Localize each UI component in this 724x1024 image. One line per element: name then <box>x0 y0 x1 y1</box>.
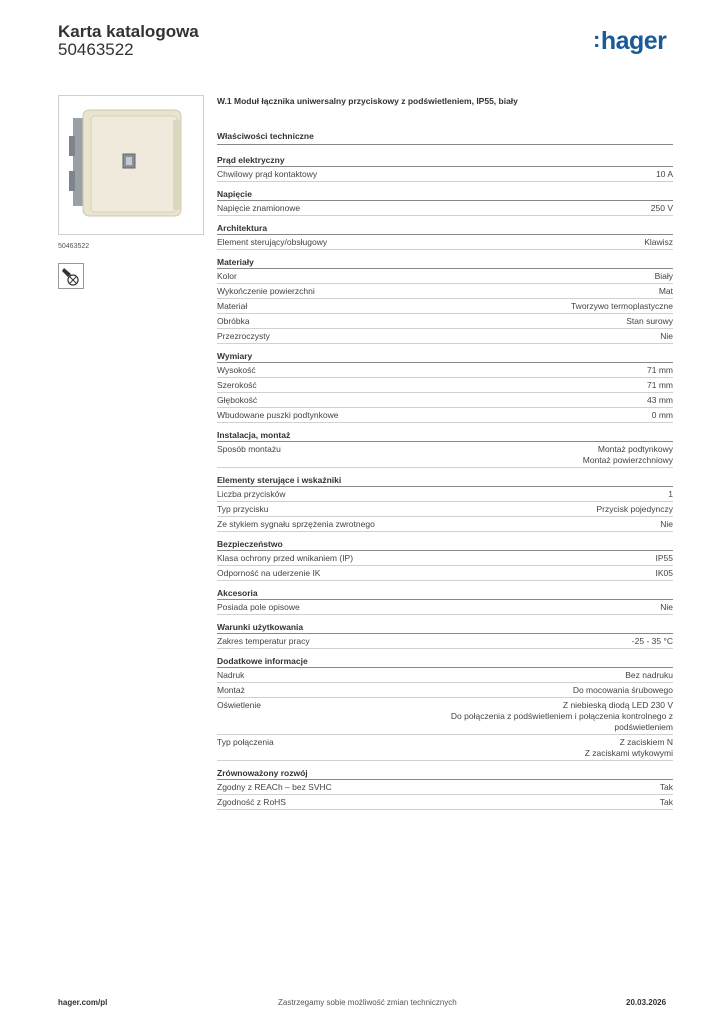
spec-value <box>245 685 673 696</box>
section-title: Zrównoważony rozwój <box>217 768 673 780</box>
section-title: Dodatkowe informacje <box>217 656 673 668</box>
spec-row <box>217 795 673 810</box>
spec-value <box>257 395 673 406</box>
tech-properties-heading: Właściwości techniczne <box>217 131 314 141</box>
spec-row <box>217 363 673 378</box>
spec-value <box>310 636 673 647</box>
spec-row <box>217 167 673 182</box>
spec-label: Napięcie znamionowe <box>217 203 301 213</box>
spec-value <box>274 737 673 759</box>
spec-value <box>300 203 673 214</box>
spec-value <box>269 504 674 515</box>
spec-row <box>217 683 673 698</box>
spec-value-line: Z zaciskiem N <box>619 737 673 747</box>
spec-value <box>375 519 673 530</box>
spec-label: Kolor <box>217 271 237 281</box>
spec-value-line: podświetleniem <box>614 722 673 732</box>
spec-value <box>270 331 673 342</box>
spec-value-line: Montaż powierzchniowy <box>582 455 673 465</box>
spec-row <box>217 408 673 423</box>
section-title: Architektura <box>217 223 673 235</box>
spec-value-line: Klawisz <box>644 237 673 247</box>
spec-value-line: 1 <box>668 489 673 499</box>
spec-value-line: 43 mm <box>647 395 673 405</box>
spec-value-line: Z niebieską diodą LED 230 V <box>562 700 673 710</box>
spec-value-line: IK05 <box>655 568 673 578</box>
spec-value-line: 71 mm <box>647 365 673 375</box>
spec-row <box>217 698 673 735</box>
section-title: Bezpieczeństwo <box>217 539 673 551</box>
spec-value-line: 10 A <box>655 169 673 179</box>
spec-value-line: Do połączenia z podświetleniem i połączenia kontrolnego z <box>450 711 673 721</box>
section-title: Wymiary <box>217 351 673 363</box>
spec-row <box>217 329 673 344</box>
spec-row <box>217 201 673 216</box>
spec-label: Liczba przycisków <box>217 489 286 499</box>
section-title: Prąd elektryczny <box>217 155 673 167</box>
spec-label: Nadruk <box>217 670 245 680</box>
document-title: Karta katalogowa <box>58 22 199 41</box>
spec-section <box>217 622 673 649</box>
spec-label: Wykończenie powierzchni <box>217 286 315 296</box>
spec-label: Element sterujący/obsługowy <box>217 237 328 247</box>
spec-value-line: Tworzywo termoplastyczne <box>570 301 673 311</box>
spec-value <box>237 271 673 282</box>
spec-value-line: Stan surowy <box>626 316 673 326</box>
spec-value <box>320 568 673 579</box>
spec-value <box>250 316 673 327</box>
spec-section <box>217 189 673 216</box>
spec-label: Typ przycisku <box>217 504 269 514</box>
section-title: Instalacja, montaż <box>217 430 673 442</box>
spec-value-line: 250 V <box>650 203 673 213</box>
spec-value <box>300 602 673 613</box>
spec-row <box>217 566 673 581</box>
spec-section <box>217 588 673 615</box>
divider <box>217 144 673 145</box>
spec-value-line: Z zaciskami wtykowymi <box>584 748 673 758</box>
spec-section <box>217 351 673 423</box>
spec-value <box>257 380 673 391</box>
product-code: 50463522 <box>58 40 134 59</box>
spec-section <box>217 768 673 810</box>
spec-section <box>217 257 673 344</box>
footer-date: 20.03.2026 <box>626 998 667 1007</box>
section-title: Napięcie <box>217 189 673 201</box>
spec-label: Szerokość <box>217 380 257 390</box>
spec-row <box>217 235 673 250</box>
spec-row <box>217 314 673 329</box>
spec-section <box>217 539 673 581</box>
spec-value <box>332 782 673 793</box>
spec-row <box>217 378 673 393</box>
spec-row <box>217 634 673 649</box>
spec-label: Chwilowy prąd kontaktowy <box>217 169 318 179</box>
spec-row <box>217 551 673 566</box>
footer-disclaimer: Zastrzegamy sobie możliwość zmian technicznych <box>278 998 457 1007</box>
spec-table <box>217 155 673 817</box>
spec-value <box>317 169 673 180</box>
section-title: Warunki użytkowania <box>217 622 673 634</box>
surface-mount-icon <box>58 263 84 289</box>
spec-value <box>256 365 673 376</box>
spec-label: Montaż <box>217 685 245 695</box>
spec-value <box>315 286 673 297</box>
spec-label: Materiał <box>217 301 248 311</box>
spec-section <box>217 155 673 182</box>
product-photo <box>58 95 204 235</box>
spec-value <box>261 700 673 733</box>
spec-value-line: Bez nadruku <box>625 670 673 680</box>
section-title: Akcesoria <box>217 588 673 600</box>
spec-label: Posiada pole opisowe <box>217 602 300 612</box>
spec-row <box>217 502 673 517</box>
spec-label: Sposób montażu <box>217 444 281 454</box>
spec-label: Wbudowane puszki podtynkowe <box>217 410 339 420</box>
spec-row <box>217 668 673 683</box>
spec-section <box>217 475 673 532</box>
spec-value-line: Tak <box>659 797 673 807</box>
spec-label: Odporność na uderzenie IK <box>217 568 321 578</box>
spec-value <box>244 670 673 681</box>
spec-label: Głębokość <box>217 395 258 405</box>
spec-value <box>286 489 674 500</box>
spec-row <box>217 487 673 502</box>
spec-value-line: -25 - 35 °C <box>631 636 673 646</box>
switch-module-icon <box>59 96 203 234</box>
spec-value-line: Przycisk pojedynczy <box>596 504 673 514</box>
spec-row <box>217 517 673 532</box>
section-title: Materiały <box>217 257 673 269</box>
spec-label: Klasa ochrony przed wnikaniem (IP) <box>217 553 354 563</box>
spec-value <box>338 410 673 421</box>
spec-row <box>217 269 673 284</box>
spec-value <box>281 444 673 466</box>
spec-value-line: Do mocowania śrubowego <box>572 685 673 695</box>
photo-caption: 50463522 <box>58 243 90 250</box>
spec-label: Zgodny z REACh – bez SVHC <box>217 782 332 792</box>
spec-value-line: Tak <box>659 782 673 792</box>
footer-website: hager.com/pl <box>58 998 108 1007</box>
spec-value-line: Biały <box>654 271 673 281</box>
spec-value-line: IP55 <box>655 553 673 563</box>
spec-row <box>217 780 673 795</box>
spec-row <box>217 735 673 761</box>
spec-label: Wysokość <box>217 365 256 375</box>
spec-row <box>217 299 673 314</box>
spec-value-line: Mat <box>658 286 673 296</box>
spec-value <box>286 797 673 808</box>
spec-value-line: Montaż podtynkowy <box>597 444 673 454</box>
spec-value <box>247 301 673 312</box>
spec-row <box>217 442 673 468</box>
section-title: Elementy sterujące i wskaźniki <box>217 475 673 487</box>
spec-section <box>217 656 673 761</box>
spec-row <box>217 600 673 615</box>
spec-value-line: 71 mm <box>647 380 673 390</box>
spec-row <box>217 284 673 299</box>
spec-value <box>327 237 673 248</box>
spec-label: Zakres temperatur pracy <box>217 636 310 646</box>
spec-value-line: Nie <box>660 519 673 529</box>
spec-value-line: Nie <box>660 602 673 612</box>
spec-value <box>353 553 673 564</box>
spec-section <box>217 223 673 250</box>
product-title: W.1 Moduł łącznika uniwersalny przyciskowy z podświetleniem, IP55, biały <box>217 96 518 106</box>
spec-label: Oświetlenie <box>217 700 261 710</box>
spec-label: Zgodność z RoHS <box>217 797 286 807</box>
spec-value-line: 0 mm <box>651 410 673 420</box>
spec-row <box>217 393 673 408</box>
spec-label: Typ połączenia <box>217 737 274 747</box>
spec-label: Przezroczysty <box>217 331 270 341</box>
hager-logo: :hager <box>593 27 667 55</box>
spec-label: Obróbka <box>217 316 250 326</box>
spec-value-line: Nie <box>660 331 673 341</box>
spec-section <box>217 430 673 468</box>
spec-label: Ze stykiem sygnału sprzężenia zwrotnego <box>217 519 375 529</box>
